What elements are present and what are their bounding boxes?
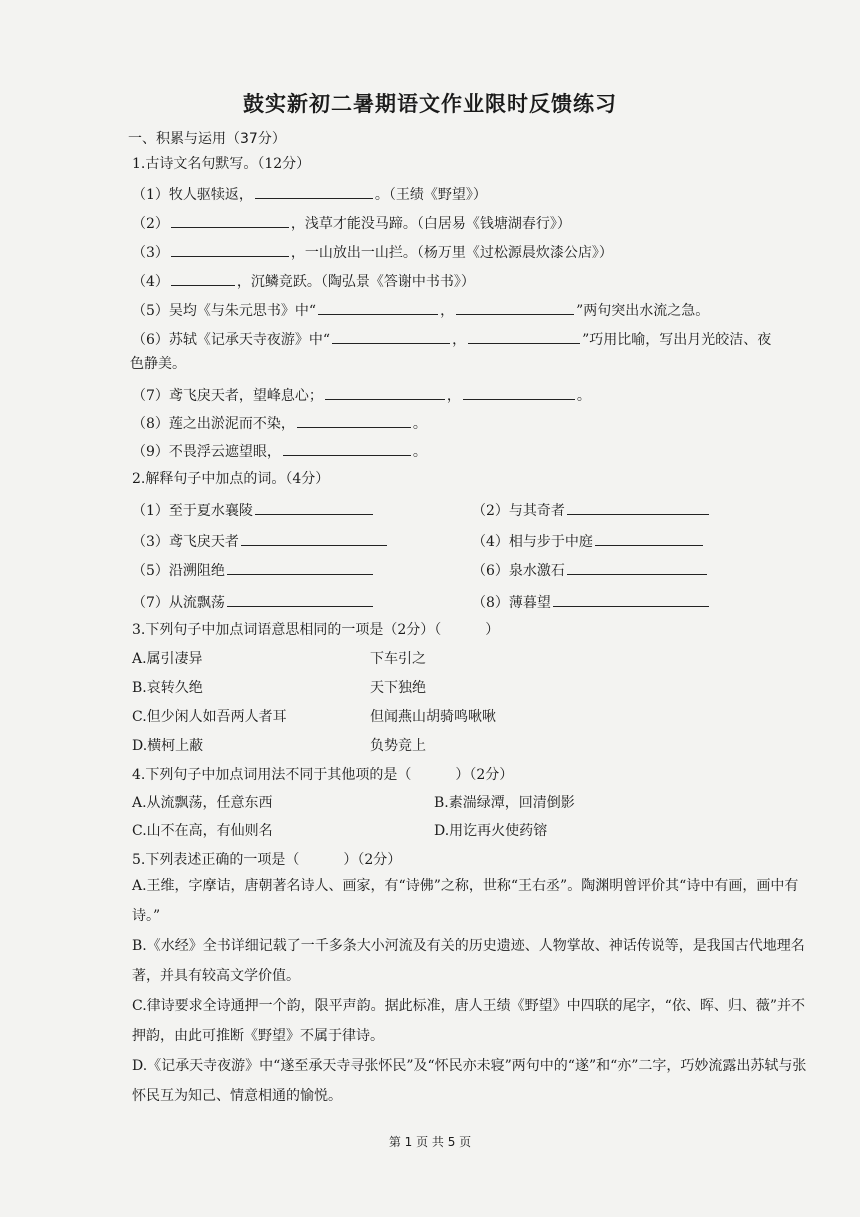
q5-option-c: C.律诗要求全诗通押一个韵，限平声韵。据此标准，唐人王绩《野望》中四联的尾字，“依、晖、归、薇”并不押韵，由此可推断《野望》不属于律诗。 [132, 998, 805, 1044]
q1-item-2 [132, 213, 571, 233]
page-title: 鼓实新初二暑期语文作业限时反馈练习 [243, 92, 617, 116]
q1-item-5 [132, 300, 709, 320]
q1-item-2-text: （2） [132, 216, 169, 232]
q1-item-1-text: （1）牧人驱犊返， [132, 187, 253, 203]
q3-heading-text: 3.下列句子中加点词语意思相同的一项是（2分）（ [132, 622, 442, 638]
q1-item-9-end: 。 [412, 444, 427, 460]
q2-right-2 [472, 531, 705, 551]
q4-heading-text: 4.下列句子中加点词用法不同于其他项的是（ [132, 767, 412, 783]
answer-blank[interactable] [255, 500, 373, 515]
answer-blank[interactable] [171, 271, 235, 286]
answer-blank[interactable] [456, 300, 574, 315]
q1-item-6-tail: ”巧用比喻，写出月光皎洁、夜 [582, 332, 772, 348]
q3-option-d-pair: 负势竞上 [370, 738, 426, 754]
q3-option-b-pair: 天下独绝 [370, 680, 426, 696]
q2-item-text: （3）鸢飞戾天者 [132, 534, 239, 550]
q2-left-3 [132, 560, 375, 580]
q5-heading-text: 5.下列表述正确的一项是（ [132, 852, 300, 868]
answer-blank[interactable] [318, 300, 438, 315]
q5-option-a: A.王维，字摩诘，唐朝著名诗人、画家，有“诗佛”之称，世称“王右丞”。陶渊明曾评价其“诗中有画，画中有诗。” [132, 878, 799, 924]
q2-right-1 [472, 500, 711, 520]
answer-blank[interactable] [283, 441, 411, 456]
q1-item-6 [132, 329, 771, 349]
q3-option-c-pair: 但闻燕山胡骑鸣啾啾 [370, 709, 496, 725]
q3-heading-close: ） [485, 622, 500, 638]
q2-item-text: （8）薄暮望 [472, 595, 551, 611]
q1-item-1 [132, 184, 487, 204]
answer-blank[interactable] [171, 213, 289, 228]
answer-blank[interactable] [567, 560, 707, 575]
q1-item-4 [132, 271, 475, 291]
q2-right-3 [472, 560, 709, 580]
q1-item-6-cont: 色静美。 [130, 356, 186, 372]
q1-item-7-end: 。 [576, 388, 591, 404]
q4-option-a: A.从流飘荡，任意东西 [132, 795, 273, 811]
answer-blank[interactable] [553, 592, 709, 607]
question-4-heading [132, 766, 513, 784]
q2-left-2 [132, 531, 389, 551]
q5-heading-close: ）（2分） [343, 852, 402, 868]
answer-blank[interactable] [255, 184, 373, 199]
q1-item-7 [132, 385, 591, 405]
q1-item-8 [132, 413, 427, 433]
q1-item-9 [132, 441, 427, 461]
q3-option-b: B.哀转久绝 [132, 680, 203, 696]
q1-item-6-comma: ， [452, 332, 467, 348]
q1-item-8-end: 。 [412, 416, 427, 432]
answer-blank[interactable] [227, 560, 373, 575]
q2-item-text: （2）与其奇者 [472, 503, 565, 519]
q4-heading-close: ）（2分） [455, 767, 514, 783]
answer-blank[interactable] [227, 592, 373, 607]
question-1-heading: 1.古诗文名句默写。（12分） [132, 156, 311, 172]
q4-option-d: D.用讫再火使药镕 [434, 823, 548, 839]
q2-item-text: （7）从流飘荡 [132, 595, 225, 611]
q1-item-6-text: （6）苏轼《记承天寺夜游》中“ [132, 332, 331, 348]
question-2-heading: 2.解释句子中加点的词。（4分） [132, 471, 330, 487]
q1-item-3-text: （3） [132, 245, 169, 261]
q1-item-2-source: ，浅草才能没马蹄。（白居易《钱塘湖春行》） [290, 216, 571, 232]
q1-item-4-source: ，沉鳞竞跃。（陶弘景《答谢中书书》） [236, 274, 475, 290]
q2-left-1 [132, 500, 375, 520]
q2-item-text: （5）沿溯阻绝 [132, 563, 225, 579]
answer-blank[interactable] [463, 385, 575, 400]
answer-blank[interactable] [297, 413, 411, 428]
q2-item-text: （4）相与步于中庭 [472, 534, 593, 550]
q3-option-c: C.但少闲人如吾两人者耳 [132, 709, 287, 725]
question-5-heading [132, 851, 401, 869]
q4-option-c: C.山不在高，有仙则名 [132, 823, 273, 839]
q1-item-9-text: （9）不畏浮云遮望眼， [132, 444, 281, 460]
q4-option-b: B.素湍绿潭，回清倒影 [434, 795, 575, 811]
section-heading: 一、积累与运用（37分） [128, 131, 286, 147]
answer-blank[interactable] [595, 531, 703, 546]
q1-item-4-text: （4） [132, 274, 169, 290]
question-3-heading [132, 621, 499, 639]
q2-right-4 [472, 592, 711, 612]
answer-blank[interactable] [567, 500, 709, 515]
q3-option-a: A.属引凄异 [132, 651, 203, 667]
q2-item-text: （1）至于夏水襄陵 [132, 503, 253, 519]
q3-option-a-pair: 下车引之 [370, 651, 426, 667]
q1-item-5-comma: ， [440, 303, 455, 319]
q3-option-d: D.横柯上蔽 [132, 738, 204, 754]
answer-blank[interactable] [171, 242, 289, 257]
answer-blank[interactable] [325, 385, 445, 400]
answer-blank[interactable] [332, 329, 450, 344]
q1-item-8-text: （8）莲之出淤泥而不染， [132, 416, 295, 432]
page-footer: 第 1 页 共 5 页 [388, 1135, 472, 1149]
q1-item-7-text: （7）鸢飞戾天者，望峰息心； [132, 388, 323, 404]
answer-blank[interactable] [468, 329, 580, 344]
q5-option-b: B.《水经》全书详细记载了一千多条大小河流及有关的历史遗迹、人物掌故、神话传说等，是我国古代地理名著，并具有较高文学价值。 [132, 938, 805, 984]
q1-item-5-text: （5）吴均《与朱元思书》中“ [132, 303, 317, 319]
q1-item-1-source: 。（王绩《野望》） [374, 187, 487, 203]
q5-option-d: D.《记承天寺夜游》中“遂至承天寺寻张怀民”及“怀民亦未寝”两句中的“遂”和“亦”二字，巧妙流露出苏轼与张怀民互为知己、情意相通的愉悦。 [132, 1058, 807, 1104]
q1-item-3-source: ，一山放出一山拦。（杨万里《过松源晨炊漆公店》） [290, 245, 613, 261]
q1-item-3 [132, 242, 613, 262]
q1-item-7-comma: ， [446, 388, 461, 404]
q2-item-text: （6）泉水激石 [472, 563, 565, 579]
q1-item-5-tail: ”两句突出水流之急。 [576, 303, 710, 319]
answer-blank[interactable] [241, 531, 387, 546]
q2-left-4 [132, 592, 375, 612]
